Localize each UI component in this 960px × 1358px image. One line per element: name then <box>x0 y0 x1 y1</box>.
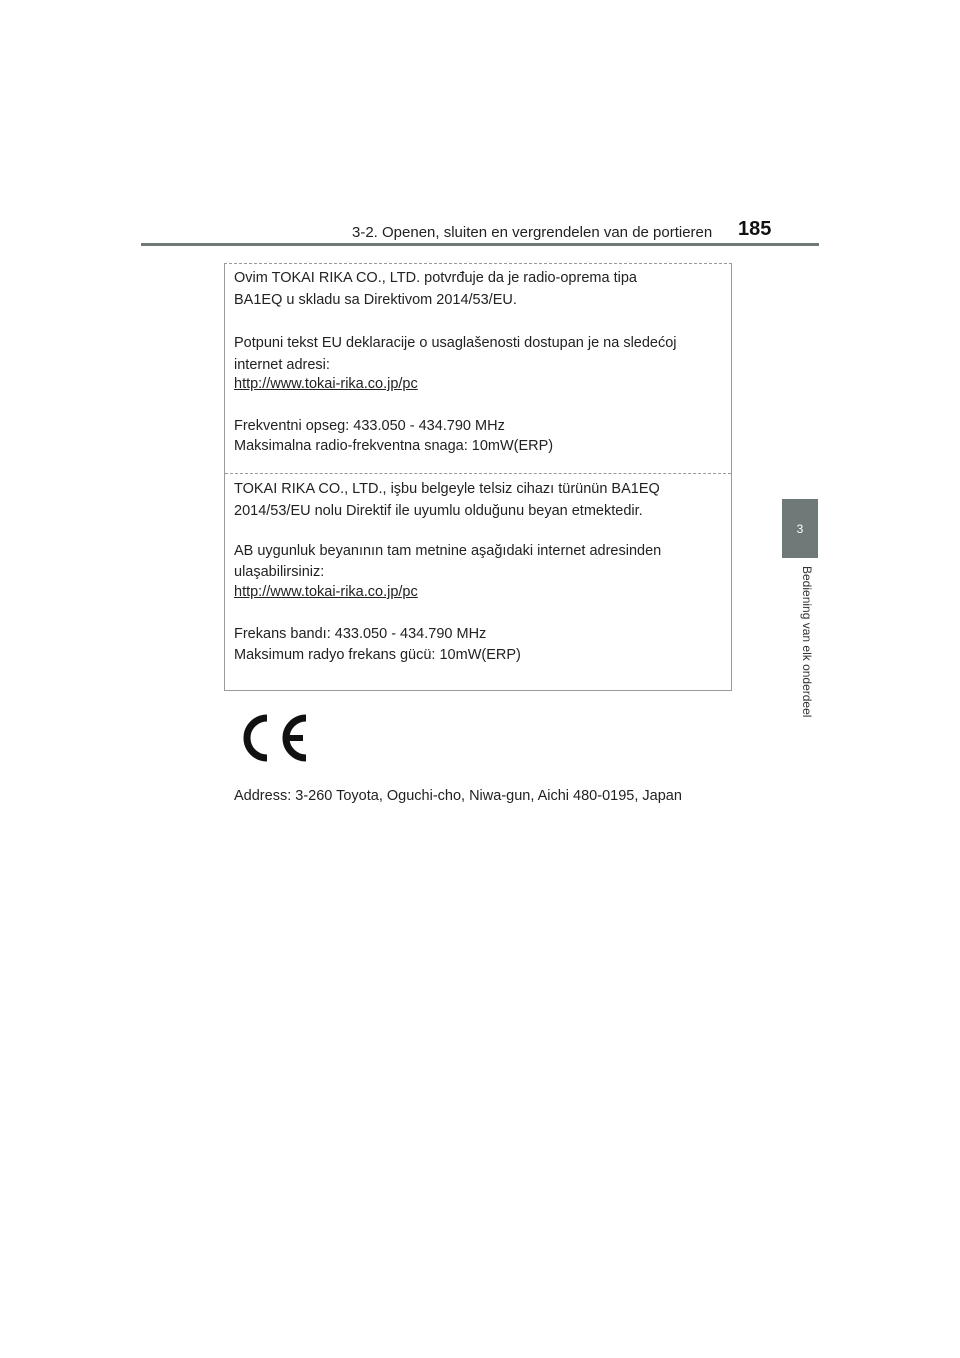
page-number: 185 <box>738 218 772 240</box>
frequency-text: Frekventni opseg: 433.050 - 434.790 MHz <box>234 418 505 434</box>
frequency-text: Frekans bandı: 433.050 - 434.790 MHz <box>234 626 487 642</box>
section-title: 3-2. Openen, sluiten en vergrendelen van de portieren <box>352 224 713 241</box>
manufacturer-address: Address: 3-260 Toyota, Oguchi-cho, Niwa-gun, Aichi 480-0195, Japan <box>234 788 682 804</box>
declaration-box <box>224 263 732 691</box>
declaration-text: 2014/53/EU nolu Direktif ile uyumlu olduğunu beyan etmektedir. <box>234 503 643 519</box>
declaration-serbian <box>225 264 731 473</box>
power-text: Maksimum radyo frekans gücü: 10mW(ERP) <box>234 647 521 663</box>
declaration-text: TOKAI RIKA CO., LTD., işbu belgeyle telsiz cihazı türünün BA1EQ <box>234 481 660 497</box>
declaration-text: internet adresi: <box>234 357 330 373</box>
ce-mark-icon <box>240 712 310 764</box>
chapter-label: Bediening van elk onderdeel <box>800 566 814 718</box>
declaration-text: Ovim TOKAI RIKA CO., LTD. potvrđuje da je radio-oprema tipa <box>234 270 637 286</box>
declaration-text: Potpuni tekst EU deklaracije o usaglašenosti dostupan je na sledećoj <box>234 335 677 351</box>
declaration-link[interactable]: http://www.tokai-rika.co.jp/pc <box>234 584 418 600</box>
declaration-link[interactable]: http://www.tokai-rika.co.jp/pc <box>234 376 418 392</box>
declaration-turkish <box>225 473 731 691</box>
declaration-text: BA1EQ u skladu sa Direktivom 2014/53/EU. <box>234 292 517 308</box>
chapter-number: 3 <box>796 521 804 536</box>
power-text: Maksimalna radio-frekventna snaga: 10mW(ERP) <box>234 438 554 454</box>
header-divider <box>141 243 819 246</box>
declaration-text: AB uygunluk beyanının tam metnine aşağıdaki internet adresinden <box>234 543 662 559</box>
chapter-tab[interactable] <box>782 499 818 558</box>
declaration-text: ulaşabilirsiniz: <box>234 564 325 580</box>
